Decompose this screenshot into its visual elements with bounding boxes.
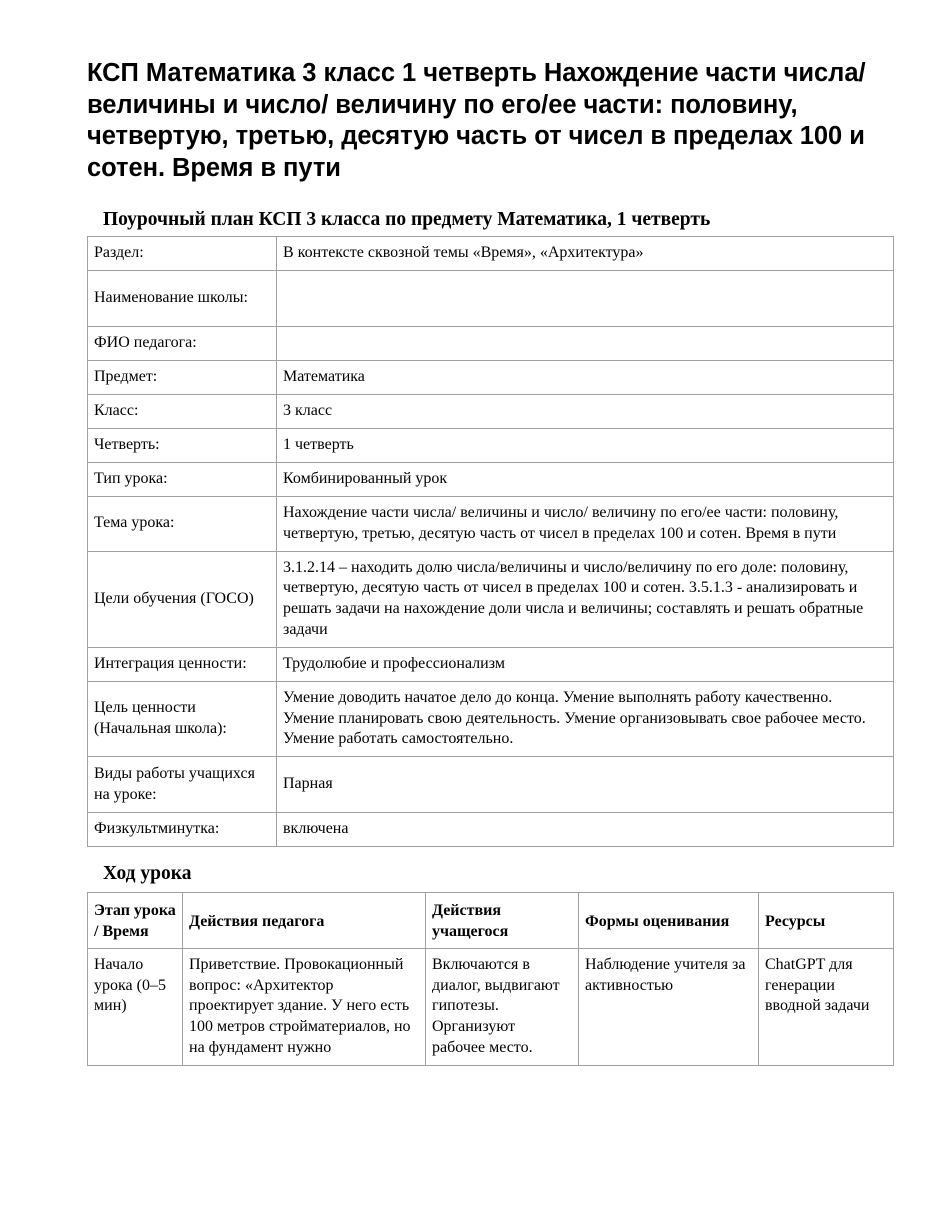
document-page [87, 0, 893, 1066]
info-row-work-types [88, 757, 894, 813]
info-label: Цели обучения (ГОСО) [88, 551, 277, 647]
info-label: Наименование школы: [88, 271, 277, 327]
info-row-subject [88, 361, 894, 395]
info-row-grade [88, 395, 894, 429]
info-label: Физкультминутка: [88, 813, 277, 847]
info-value [277, 271, 894, 327]
assessment-cell: Наблюдение учителя за активностью [579, 948, 759, 1065]
info-value: 3.1.2.14 – находить долю числа/величины и число/величину по его доле: половину, четвертую, десятую часть от чисел в пределах 100 и сотен. 3.5.1.3 - анализировать и решать задачи на нахождение доли числа и величины; составлять и решать обратные задачи [277, 551, 894, 647]
info-value: В контексте сквозной темы «Время», «Архитектура» [277, 237, 894, 271]
info-row-topic [88, 497, 894, 552]
column-header-assessment: Формы оценивания [579, 893, 759, 949]
info-value: включена [277, 813, 894, 847]
info-row-value-integration [88, 647, 894, 681]
info-value: Комбинированный урок [277, 463, 894, 497]
lesson-info-table [87, 236, 894, 847]
teacher-actions-cell: Приветствие. Провокационный вопрос: «Архитектор проектирует здание. У него есть 100 метров стройматериалов, но на фундамент нужно [183, 948, 426, 1065]
info-label: Интеграция ценности: [88, 647, 277, 681]
info-label: Виды работы учащихся на уроке: [88, 757, 277, 813]
info-row-school [88, 271, 894, 327]
info-label: Четверть: [88, 429, 277, 463]
info-row-teacher [88, 327, 894, 361]
info-label: Класс: [88, 395, 277, 429]
column-header-resources: Ресурсы [759, 893, 894, 949]
info-value: Умение доводить начатое дело до конца. Умение выполнять работу качественно. Умение планировать свою деятельность. Умение организовывать свое рабочее место. Умение работать самостоятельно. [277, 681, 894, 756]
lesson-flow-header-row [88, 893, 894, 949]
info-label: Предмет: [88, 361, 277, 395]
stage-cell: Начало урока (0–5 мин) [88, 948, 183, 1065]
plan-heading: Поурочный план КСП 3 класса по предмету Математика, 1 четверть [103, 209, 711, 230]
student-actions-cell: Включаются в диалог, выдвигают гипотезы. Организуют рабочее место. [426, 948, 579, 1065]
info-label: Цель ценности (Начальная школа): [88, 681, 277, 756]
info-row-value-goal [88, 681, 894, 756]
info-label: Тип урока: [88, 463, 277, 497]
lesson-flow-heading: Ход урока [103, 863, 192, 885]
info-value: 3 класс [277, 395, 894, 429]
info-row-quarter [88, 429, 894, 463]
info-value: Парная [277, 757, 894, 813]
info-row-lesson-type [88, 463, 894, 497]
info-value: Математика [277, 361, 894, 395]
document-title: КСП Математика 3 класс 1 четверть Нахождение части числа/ величины и число/ величину по его/ее части: половину, четвертую, третью, десятую часть от чисел в пределах 100 и сотен. Время в пути [87, 59, 866, 182]
resources-cell: ChatGPT для генерации вводной задачи [759, 948, 894, 1065]
info-value: Нахождение части числа/ величины и число/ величину по его/ее части: половину, четвертую, третью, десятую часть от чисел в пределах 100 и сотен. Время в пути [277, 497, 894, 552]
column-header-student-actions: Действия учащегося [426, 893, 579, 949]
column-header-stage: Этап урока / Время [88, 893, 183, 949]
info-row-section [88, 237, 894, 271]
info-row-learning-goals [88, 551, 894, 647]
info-label: ФИО педагога: [88, 327, 277, 361]
info-label: Тема урока: [88, 497, 277, 552]
lesson-flow-table [87, 892, 894, 1066]
info-value: Трудолюбие и профессионализм [277, 647, 894, 681]
lesson-flow-row [88, 948, 894, 1065]
column-header-teacher-actions: Действия педагога [183, 893, 426, 949]
info-label: Раздел: [88, 237, 277, 271]
info-value [277, 327, 894, 361]
info-value: 1 четверть [277, 429, 894, 463]
info-row-physical-break [88, 813, 894, 847]
